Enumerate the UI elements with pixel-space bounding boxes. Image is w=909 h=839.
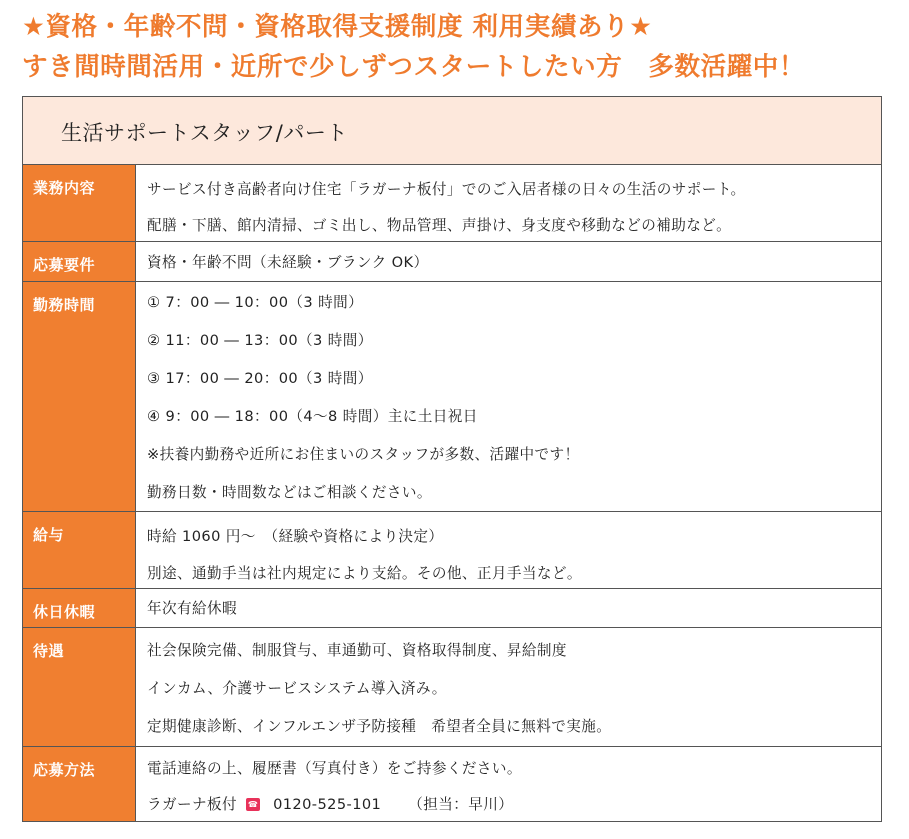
row-text: 別途、通勤手当は社内規定により支給。その他、正月手当など。 <box>147 565 582 582</box>
row-text: 時給 1060 円～ （経験や資格により決定） <box>147 528 444 545</box>
contact-person: （担当：早川） <box>408 796 514 813</box>
row-label: 休日休暇 <box>23 589 136 627</box>
row-text: ③ 17：00 ― 20：00（3 時間） <box>147 370 373 387</box>
job-title-row <box>23 97 881 165</box>
row-text: ④ 9：00 ― 18：00（4～8 時間）主に土日祝日 <box>147 408 478 425</box>
phone-icon: ☎ <box>247 799 259 809</box>
row-text: 資格・年齢不問（未経験・ブランク OK） <box>147 254 429 271</box>
row-text: 定期健康診断、インフルエンザ予防接種 希望者全員に無料で実施。 <box>147 718 612 735</box>
row-label: 応募要件 <box>23 242 136 281</box>
row-label: 業務内容 <box>23 165 136 241</box>
row-holidays <box>23 589 881 628</box>
row-text: 勤務日数・時間数などはご相談ください。 <box>147 484 432 501</box>
company-name: ラガーナ板付 <box>147 796 237 813</box>
contact-line <box>147 795 513 815</box>
row-text: 年次有給休暇 <box>147 600 237 617</box>
row-label: 待遇 <box>23 628 136 746</box>
row-hours <box>23 282 881 512</box>
row-text: 配膳・下膳、館内清掃、ゴミ出し、物品管理、声掛け、身支度や移動などの補助など。 <box>147 217 732 234</box>
row-text: ② 11：00 ― 13：00（3 時間） <box>147 332 373 349</box>
row-text: ① 7：00 ― 10：00（3 時間） <box>147 294 364 311</box>
headline-line-1: ★資格・年齢不問・資格取得支援制度 利用実績あり★ <box>22 12 653 42</box>
row-text: ※扶養内勤務や近所にお住まいのスタッフが多数、活躍中です！ <box>147 446 580 463</box>
phone-number[interactable]: 0120-525-101 <box>273 796 382 813</box>
row-apply <box>23 747 881 821</box>
row-label: 勤務時間 <box>23 282 136 511</box>
job-table <box>22 96 882 822</box>
row-label: 給与 <box>23 512 136 588</box>
row-text: 社会保険完備、制服貸与、車通勤可、資格取得制度、昇給制度 <box>147 642 567 659</box>
row-salary <box>23 512 881 589</box>
row-requirements <box>23 242 881 282</box>
row-duties <box>23 165 881 242</box>
job-title: 生活サポートスタッフ/パート <box>61 121 348 145</box>
row-label: 応募方法 <box>23 747 136 821</box>
row-text: 電話連絡の上、履歴書（写真付き）をご持参ください。 <box>147 760 522 777</box>
row-text: インカム、介護サービスシステム導入済み。 <box>147 680 447 697</box>
row-benefits <box>23 628 881 747</box>
headline-line-2: すき間時間活用・近所で少しずつスタートしたい方 多数活躍中！ <box>22 52 806 82</box>
row-text: サービス付き高齢者向け住宅「ラガーナ板付」でのご入居者様の日々の生活のサポート。 <box>147 181 746 198</box>
